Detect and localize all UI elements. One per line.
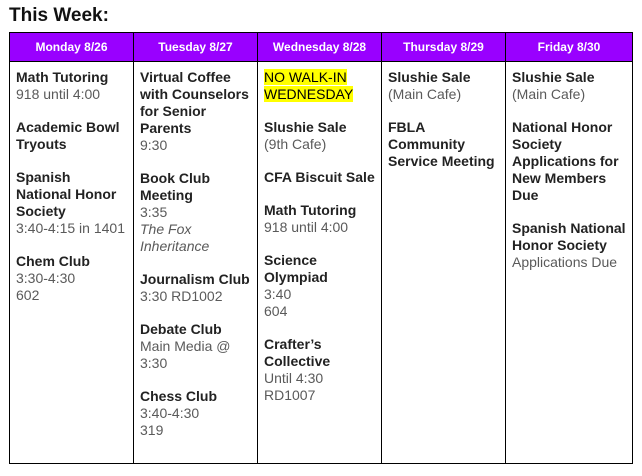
- event-title: Slushie Sale: [512, 69, 595, 85]
- event-detail: 3:40 604: [264, 286, 292, 319]
- event-detail: 3:30-4:30 602: [16, 270, 76, 303]
- event-detail: (Main Cafe): [388, 86, 462, 102]
- event-title: Debate Club: [140, 321, 222, 337]
- day-header: Wednesday 8/28: [258, 33, 382, 62]
- event-detail: 9:30: [140, 137, 168, 153]
- event: [264, 69, 375, 103]
- event: [16, 253, 127, 304]
- event: [388, 119, 499, 170]
- event-title: Crafter’s Collective: [264, 336, 331, 369]
- event-title: Slushie Sale: [264, 119, 347, 135]
- event-detail: 918 until 4:00: [16, 86, 101, 102]
- event-detail: 3:40-4:15 in 1401: [16, 220, 125, 236]
- day-header-row: [10, 33, 633, 62]
- event-title: CFA Biscuit Sale: [264, 169, 375, 185]
- event: [140, 388, 251, 439]
- event: [512, 119, 626, 204]
- event: [264, 169, 375, 186]
- event: [264, 202, 375, 236]
- event-detail: 918 until 4:00: [264, 219, 349, 235]
- event-title: Virtual Coffee with Counselors for Senior Parents: [140, 69, 249, 136]
- event-detail: Main Media @ 3:30: [140, 338, 231, 371]
- day-header: Thursday 8/29: [382, 33, 506, 62]
- day-cell-monday: [10, 62, 134, 464]
- event-detail: (Main Cafe): [512, 86, 586, 102]
- event-title: National Honor Society Applications for New Members Due: [512, 119, 619, 203]
- event: [16, 119, 127, 153]
- day-cell-friday: [506, 62, 633, 464]
- event-detail: 3:40-4:30 319: [140, 405, 200, 438]
- event: [264, 336, 375, 404]
- event-detail: 3:30 RD1002: [140, 288, 223, 304]
- event-title: Academic Bowl Tryouts: [16, 119, 120, 152]
- page-heading: This Week:: [9, 5, 109, 26]
- event: [16, 69, 127, 103]
- event: [264, 119, 375, 153]
- event-title: Slushie Sale: [388, 69, 471, 85]
- day-header: Monday 8/26: [10, 33, 134, 62]
- event-title: Journalism Club: [140, 271, 250, 287]
- event-detail: Until 4:30 RD1007: [264, 370, 324, 403]
- event: [16, 169, 127, 237]
- weekly-schedule-table: [9, 32, 633, 464]
- event: [512, 220, 626, 271]
- events-row: [10, 62, 633, 464]
- event-title: Science Olympiad: [264, 252, 328, 285]
- event-title: Chess Club: [140, 388, 218, 404]
- day-cell-wednesday: [258, 62, 382, 464]
- event-title: Book Club Meeting: [140, 170, 210, 203]
- event-detail: Applications Due: [512, 254, 618, 270]
- event-title: Spanish National Honor Society: [512, 220, 626, 253]
- day-cell-tuesday: [134, 62, 258, 464]
- event: [264, 252, 375, 320]
- event-title: FBLA Community Service Meeting: [388, 119, 495, 169]
- event: [140, 69, 251, 154]
- book-title: The Fox Inheritance: [140, 221, 210, 254]
- event-title: Math Tutoring: [16, 69, 109, 85]
- day-header: Tuesday 8/27: [134, 33, 258, 62]
- event: [388, 69, 499, 103]
- event-detail: 3:35: [140, 204, 168, 220]
- event-title: Math Tutoring: [264, 202, 357, 218]
- day-cell-thursday: [382, 62, 506, 464]
- event: [140, 271, 251, 305]
- day-header: Friday 8/30: [506, 33, 633, 62]
- event-detail: (9th Cafe): [264, 136, 327, 152]
- event: [140, 321, 251, 372]
- event: [512, 69, 626, 103]
- event-title: Spanish National Honor Society: [16, 169, 117, 219]
- highlighted-notice: NO WALK-IN WEDNESDAY: [264, 69, 354, 102]
- event-title: Chem Club: [16, 253, 90, 269]
- event: [140, 170, 251, 255]
